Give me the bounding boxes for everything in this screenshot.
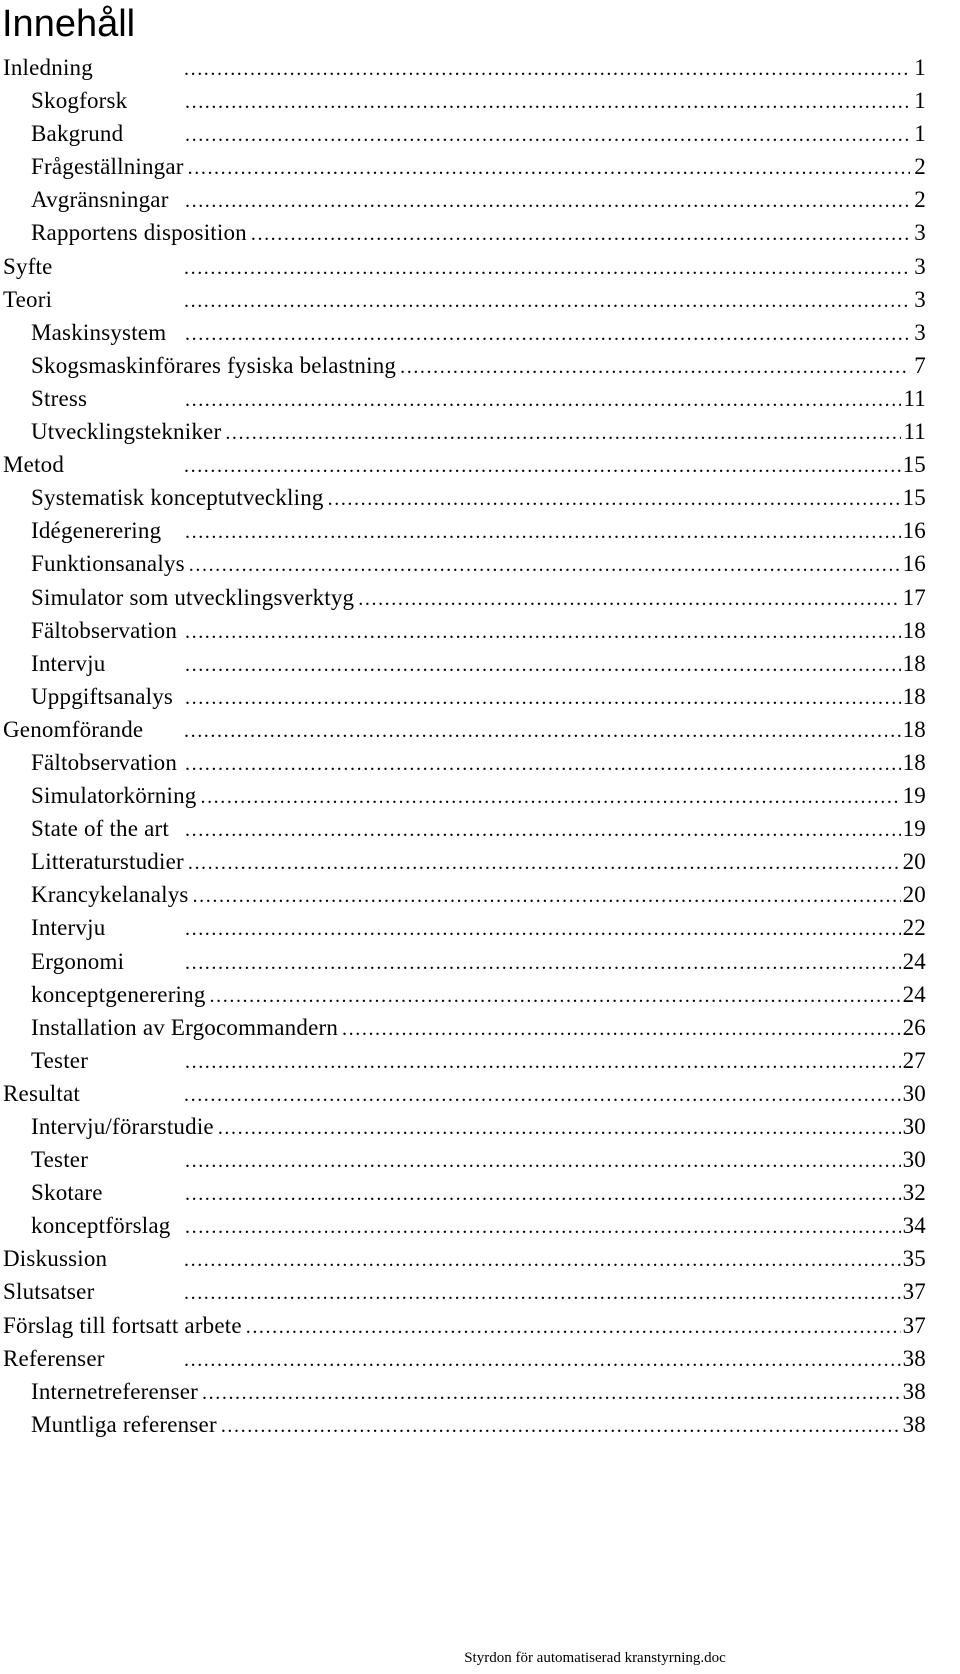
toc-entry-page-number: 16 — [902, 551, 926, 577]
toc-dot-leader — [185, 389, 901, 412]
toc-entry-label: Litteraturstudier — [31, 849, 184, 875]
toc-dot-leader — [188, 157, 910, 180]
toc-entry[interactable] — [0, 684, 960, 717]
toc-entry-label: Slutsatser — [3, 1279, 95, 1305]
toc-entry-label: Skogforsk — [31, 88, 128, 114]
toc-dot-leader — [185, 654, 901, 677]
toc-entry[interactable] — [0, 551, 960, 584]
toc-entry-page-number: 15 — [902, 452, 926, 478]
toc-entry[interactable] — [0, 915, 960, 948]
toc-dot-leader — [185, 190, 910, 213]
toc-entry[interactable] — [0, 982, 960, 1015]
toc-entry-page-number: 37 — [902, 1279, 926, 1305]
toc-entry-page-number: 37 — [902, 1312, 926, 1338]
toc-entry-label: Internetreferenser — [31, 1378, 199, 1404]
toc-entry[interactable] — [0, 320, 960, 353]
toc-dot-leader — [200, 786, 900, 809]
toc-dot-leader — [185, 621, 901, 644]
toc-entry-page-number: 38 — [902, 1378, 926, 1404]
toc-entry[interactable] — [0, 452, 960, 485]
toc-entry[interactable] — [0, 287, 960, 320]
toc-entry[interactable] — [0, 750, 960, 783]
toc-entry-page-number: 19 — [902, 816, 926, 842]
toc-entry[interactable] — [0, 651, 960, 684]
toc-entry-label: Installation av Ergocommandern — [31, 1014, 339, 1040]
toc-entry-label: Skogsmaskinförares fysiska belastning — [31, 352, 397, 378]
toc-dot-leader — [189, 554, 901, 577]
toc-entry[interactable] — [0, 386, 960, 419]
toc-entry-label: Intervju — [31, 650, 106, 676]
toc-dot-leader — [221, 1415, 901, 1438]
toc-entry-page-number: 24 — [902, 948, 926, 974]
toc-entry-page-number: 15 — [902, 485, 926, 511]
toc-entry[interactable] — [0, 585, 960, 618]
toc-entry-page-number: 1 — [914, 121, 926, 147]
toc-dot-leader — [185, 521, 901, 544]
toc-entry[interactable] — [0, 1015, 960, 1048]
toc-dot-leader — [184, 455, 901, 478]
toc-dot-leader — [184, 58, 910, 81]
toc-entry-label: Resultat — [3, 1080, 80, 1106]
toc-entry[interactable] — [0, 187, 960, 220]
toc-entry[interactable] — [0, 1313, 960, 1346]
toc-entry-label: Ergonomi — [31, 948, 125, 974]
toc-entry-page-number: 7 — [914, 352, 926, 378]
toc-dot-leader — [218, 1117, 901, 1140]
toc-entry-page-number: 3 — [914, 319, 926, 345]
toc-entry-page-number: 30 — [902, 1080, 926, 1106]
toc-entry[interactable] — [0, 1180, 960, 1213]
toc-entry[interactable] — [0, 55, 960, 88]
toc-entry[interactable] — [0, 1048, 960, 1081]
toc-entry-page-number: 3 — [914, 286, 926, 312]
toc-dot-leader — [185, 918, 901, 941]
toc-entry-page-number: 35 — [902, 1246, 926, 1272]
toc-entry-page-number: 38 — [902, 1411, 926, 1437]
toc-entry[interactable] — [0, 949, 960, 982]
toc-entry-page-number: 30 — [902, 1114, 926, 1139]
toc-entry-label: Fältobservation — [31, 749, 178, 775]
toc-entry[interactable] — [0, 1147, 960, 1180]
toc-entry[interactable] — [0, 1346, 960, 1379]
toc-entry-page-number: 32 — [902, 1180, 926, 1206]
toc-entry-page-number: 1 — [914, 88, 926, 114]
toc-entry[interactable] — [0, 618, 960, 651]
toc-entry[interactable] — [0, 121, 960, 154]
toc-dot-leader — [184, 1249, 901, 1272]
toc-entry[interactable] — [0, 1114, 960, 1147]
toc-entry-label: Fältobservation — [31, 617, 178, 643]
toc-entry[interactable] — [0, 88, 960, 121]
toc-entry-label: Idégenerering — [31, 518, 162, 544]
toc-entry[interactable] — [0, 154, 960, 187]
toc-entry-page-number: 38 — [902, 1345, 926, 1371]
toc-entry[interactable] — [0, 1412, 960, 1445]
toc-dot-leader — [202, 1382, 901, 1405]
toc-entry-label: konceptgenerering — [31, 981, 206, 1007]
toc-dot-leader — [184, 1349, 901, 1372]
toc-entry-label: Inledning — [3, 55, 93, 80]
toc-entry[interactable] — [0, 1081, 960, 1114]
toc-entry-page-number: 18 — [902, 716, 926, 742]
toc-entry[interactable] — [0, 254, 960, 287]
toc-dot-leader — [225, 422, 901, 445]
toc-entry-label: konceptförslag — [31, 1213, 171, 1239]
toc-entry-page-number: 18 — [902, 749, 926, 775]
toc-dot-leader — [185, 1051, 901, 1074]
toc-entry-label: Tester — [31, 1047, 89, 1073]
toc-dot-leader — [185, 124, 910, 147]
toc-entry-page-number: 11 — [903, 385, 926, 411]
toc-dot-leader — [210, 985, 901, 1008]
toc-dot-leader — [358, 588, 900, 611]
toc-dot-leader — [246, 1316, 901, 1339]
toc-dot-leader — [184, 1084, 901, 1107]
toc-entry[interactable] — [0, 419, 960, 452]
toc-entry-page-number: 3 — [914, 220, 926, 246]
toc-entry-label: Skotare — [31, 1180, 103, 1206]
toc-entry-page-number: 1 — [914, 55, 926, 80]
toc-entry-label: Genomförande — [3, 716, 144, 742]
toc-entry-label: Stress — [31, 385, 88, 411]
toc-entry[interactable] — [0, 518, 960, 551]
toc-entry[interactable] — [0, 717, 960, 750]
toc-dot-leader — [251, 223, 910, 246]
toc-entry[interactable] — [0, 1279, 960, 1312]
toc-entry-page-number: 24 — [902, 981, 926, 1007]
toc-entry[interactable] — [0, 882, 960, 915]
toc-entry-label: Uppgiftsanalys — [31, 683, 174, 709]
toc-entry-page-number: 3 — [914, 253, 926, 279]
toc-entry-page-number: 20 — [902, 849, 926, 875]
toc-dot-leader — [185, 952, 901, 975]
toc-dot-leader — [185, 91, 910, 114]
toc-entry-label: Syfte — [3, 253, 53, 279]
toc-entry-label: Teori — [3, 286, 53, 312]
toc-entry-label: Förslag till fortsatt arbete — [3, 1312, 242, 1338]
toc-dot-leader — [328, 488, 901, 511]
toc-entry[interactable] — [0, 816, 960, 849]
toc-entry-page-number: 2 — [914, 187, 926, 213]
toc-entry-label: Bakgrund — [31, 121, 124, 147]
toc-entry-label: Krancykelanalys — [31, 882, 189, 908]
toc-entry-page-number: 27 — [902, 1047, 926, 1073]
toc-entry-label: Intervju — [31, 915, 106, 941]
toc-dot-leader — [185, 687, 901, 710]
toc-entry-label: Muntliga referenser — [31, 1411, 217, 1437]
toc-dot-leader — [184, 257, 910, 280]
toc-entry[interactable] — [0, 849, 960, 882]
toc-entry-label: Simulator som utvecklingsverktyg — [31, 584, 355, 610]
toc-dot-leader — [342, 1018, 901, 1041]
toc-entry[interactable] — [0, 1379, 960, 1412]
toc-dot-leader — [400, 356, 910, 379]
toc-entry-page-number: 30 — [902, 1147, 926, 1173]
toc-heading: Innehåll — [2, 3, 136, 45]
toc-entry-label: Utvecklingstekniker — [31, 419, 222, 445]
toc-entry[interactable] — [0, 783, 960, 816]
toc-dot-leader — [185, 1150, 901, 1173]
toc-entry-page-number: 2 — [914, 154, 926, 180]
toc-entry-label: Diskussion — [3, 1246, 108, 1272]
toc-entry-label: Metod — [3, 452, 65, 478]
toc-entry[interactable] — [0, 1213, 960, 1246]
toc-entry-page-number: 34 — [902, 1213, 926, 1239]
toc-entry-page-number: 26 — [902, 1014, 926, 1040]
toc-entry-page-number: 19 — [902, 783, 926, 809]
toc-entry-label: Funktionsanalys — [31, 551, 185, 577]
toc-entry-page-number: 22 — [902, 915, 926, 941]
toc-dot-leader — [184, 1282, 901, 1305]
toc-dot-leader — [185, 1183, 901, 1206]
toc-entry-label: Referenser — [3, 1345, 105, 1371]
toc-entry[interactable] — [0, 353, 960, 386]
toc-dot-leader — [185, 753, 901, 776]
toc-entry-page-number: 11 — [903, 419, 926, 445]
toc-dot-leader — [184, 720, 901, 743]
toc-entry-page-number: 16 — [902, 518, 926, 544]
toc-entry-label: Maskinsystem — [31, 319, 167, 345]
toc-entry-label: Tester — [31, 1147, 89, 1173]
toc-dot-leader — [184, 290, 910, 313]
toc-entry-label: Avgränsningar — [31, 187, 169, 213]
toc-entry[interactable] — [0, 1246, 960, 1279]
toc-entry-label: Frågeställningar — [31, 154, 184, 180]
toc-entry-page-number: 18 — [902, 683, 926, 709]
toc-entry-label: Intervju/förarstudie — [31, 1114, 214, 1139]
table-of-contents — [0, 55, 960, 1445]
toc-entry-label: Rapportens disposition — [31, 220, 247, 246]
toc-dot-leader — [185, 1216, 901, 1239]
toc-entry[interactable] — [0, 485, 960, 518]
toc-entry-page-number: 18 — [902, 650, 926, 676]
toc-entry-label: Simulatorkörning — [31, 783, 197, 809]
toc-entry-page-number: 18 — [902, 617, 926, 643]
toc-entry-label: State of the art — [31, 816, 169, 842]
document-footer: Styrdon för automatiserad kranstyrning.doc — [464, 1650, 726, 1666]
toc-entry[interactable] — [0, 220, 960, 253]
toc-dot-leader — [193, 885, 901, 908]
toc-dot-leader — [185, 323, 910, 346]
toc-dot-leader — [188, 852, 901, 875]
toc-entry-page-number: 17 — [902, 584, 926, 610]
toc-entry-page-number: 20 — [902, 882, 926, 908]
toc-dot-leader — [185, 819, 901, 842]
toc-entry-label: Systematisk konceptutveckling — [31, 485, 324, 511]
